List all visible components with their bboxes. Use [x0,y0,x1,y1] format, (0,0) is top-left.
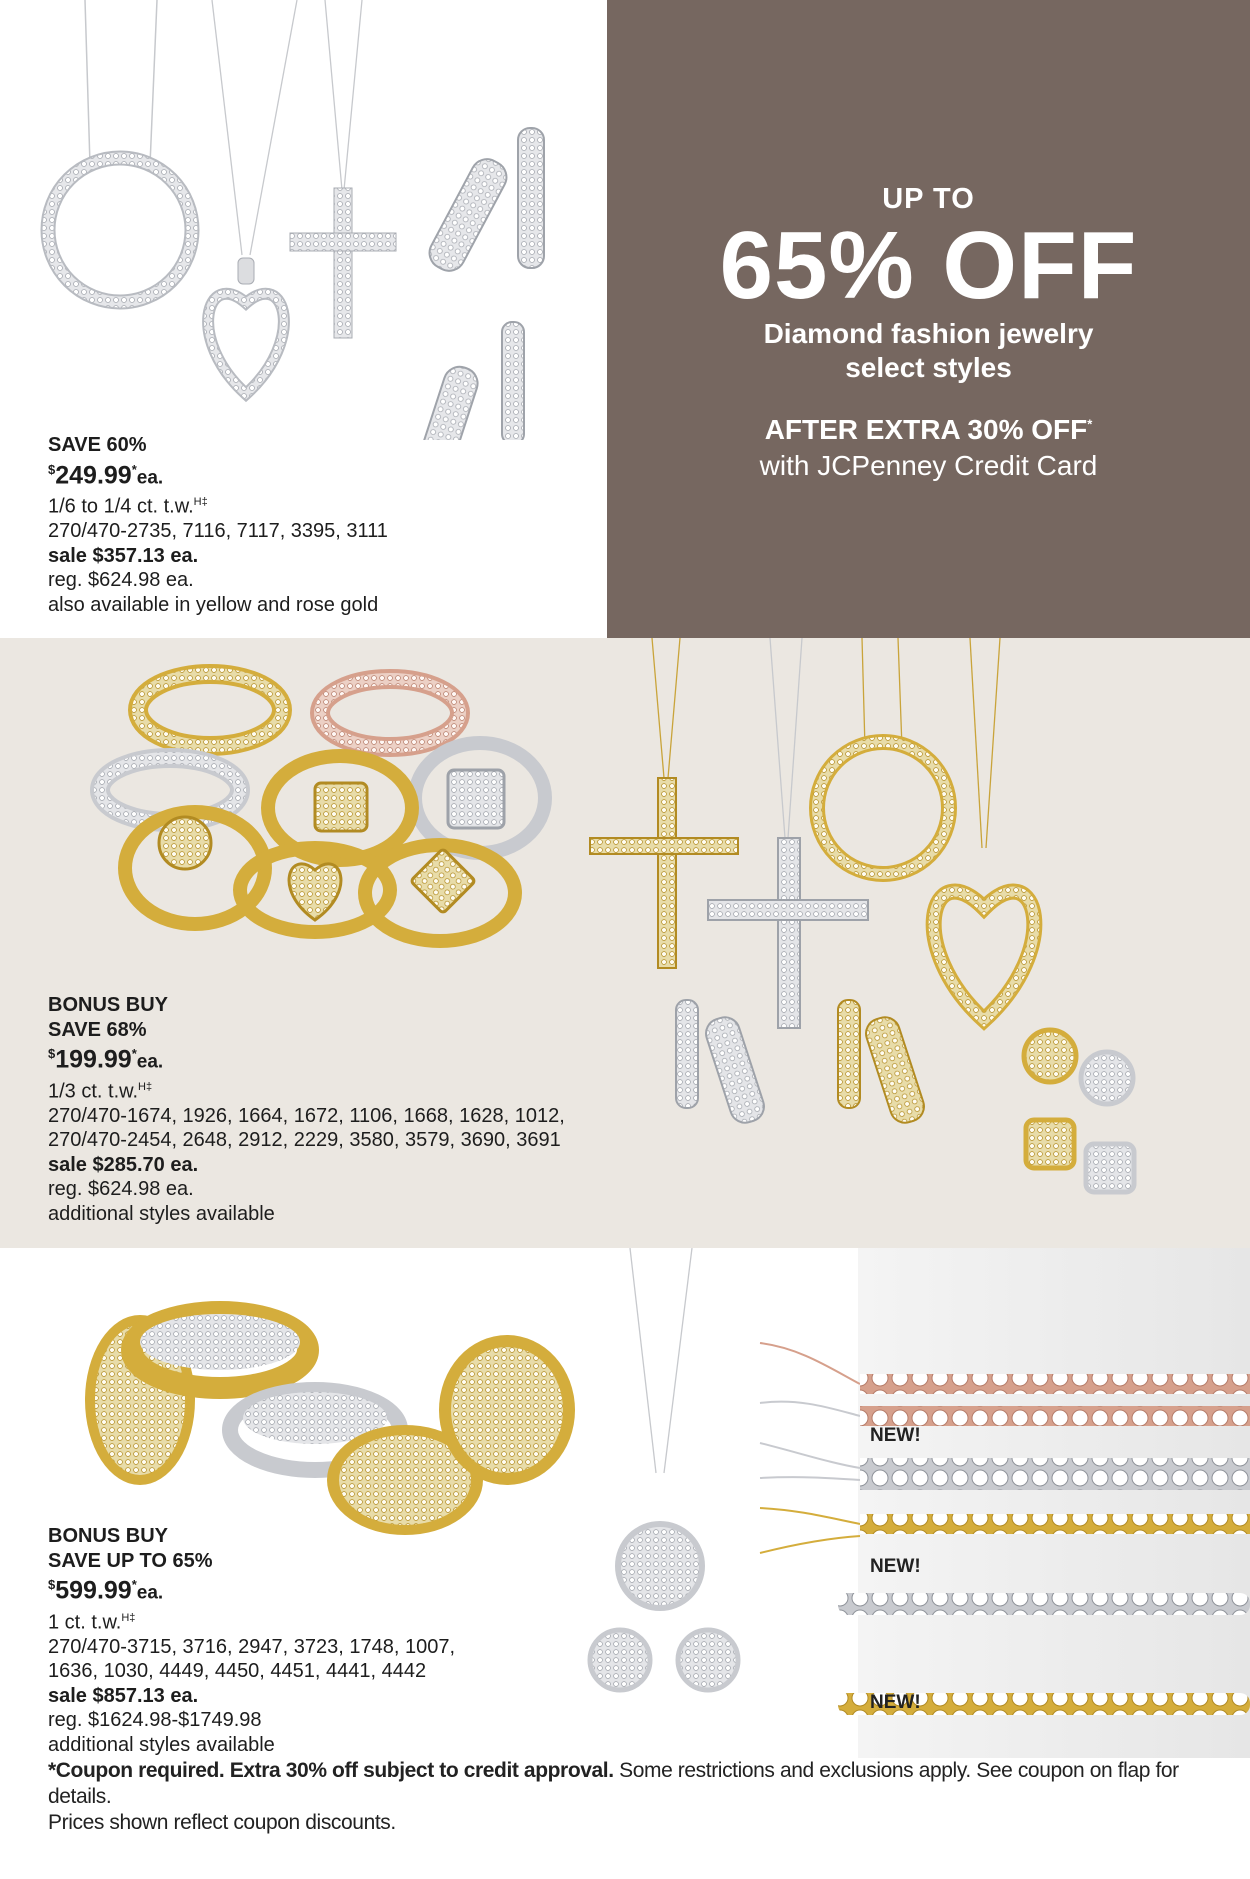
section-top [0,0,1250,638]
sku-list-1: 270/470-3715, 3716, 2947, 3723, 1748, 1007, [48,1635,456,1658]
sku-list-1: 270/470-1674, 1926, 1664, 1672, 1106, 1668, 1628, 1012, [48,1104,565,1127]
regular-price: reg. $624.98 ea. [48,569,194,592]
sku-list-2: 270/470-2454, 2648, 2912, 2229, 3580, 3579, 3690, 3691 [48,1129,561,1152]
availability-note: also available in yellow and rose gold [48,593,379,616]
bonus-buy-label: BONUS BUY [48,1525,169,1547]
new-badge: NEW! [870,1425,921,1446]
carat-weight: 1/3 ct. t.w.$^{H\ddagger}$ [48,1080,153,1103]
promo-line-3: AFTER EXTRA 30% OFF* [764,414,1093,445]
offer-block-necklaces [48,433,388,617]
sale-price: sale $857.13 ea. [48,1684,199,1707]
promo-line-1: Diamond fashion jewelry [763,318,1094,349]
necklace-circle-icon [618,1248,702,1608]
save-label: SAVE 68% [48,1018,147,1041]
promo-line-4: with JCPenney Credit Card [759,450,1098,481]
regular-price: reg. $624.98 ea. [48,1178,194,1201]
necklace-circle-icon [817,638,949,874]
promo-line-2: select styles [845,352,1012,383]
price: $599.99*ea. [48,1576,164,1605]
bracelets-photo [750,1328,1250,1768]
carat-weight: 1 ct. t.w.$^{H\ddagger}$ [48,1611,136,1634]
section-bottom [0,1248,1250,1768]
stud-earrings-icon [590,1630,738,1690]
save-label: SAVE UP TO 65% [48,1549,213,1572]
new-badge: NEW! [870,1692,921,1713]
bracelet-icon [760,1343,1250,1715]
disclaimer-line-1 [48,1758,1208,1810]
rings-cluster-icon [100,674,545,941]
sku-list: 270/470-2735, 7116, 7117, 3395, 3111 [48,520,388,543]
necklace-circle-icon [48,0,192,302]
disclaimer-bold: *Coupon required. Extra 30% off subject to credit approval. [48,1759,614,1782]
offer-block-bold-jewelry [48,1524,455,1757]
bonus-buy-label: BONUS BUY [48,994,169,1016]
save-label: SAVE 60% [48,434,147,456]
promo-headline: 65% OFF [719,212,1138,319]
promo-panel [607,0,1250,638]
disclaimer-rest: Some restrictions and exclusions apply. See coupon on flap for details. [48,1759,1179,1808]
top-jewelry-photo [0,0,600,440]
necklace-cross-icon [708,638,868,1028]
price: $249.99*ea. [48,460,164,489]
availability-note: additional styles available [48,1733,275,1756]
availability-note: additional styles available [48,1202,275,1225]
new-badge: NEW! [870,1556,921,1577]
stud-earrings-icon [1024,1030,1134,1192]
hoop-earrings-icon [412,128,544,440]
necklace-cross-icon [290,0,396,338]
sale-price: sale $285.70 ea. [48,1153,199,1176]
disclaimer [48,1758,1208,1836]
promo-up-to: UP TO [882,183,975,215]
rings-cluster-icon [85,1312,575,1535]
disclaimer-line-2: Prices shown reflect coupon discounts. [48,1811,396,1834]
section-middle [0,638,1250,1248]
price: $199.99*ea. [48,1045,164,1074]
regular-price: reg. $1624.98-$1749.98 [48,1709,262,1732]
necklace-heart-icon [208,0,297,394]
pendants-earrings-photo [580,638,1140,1238]
offer-block-rings-pendants [48,993,565,1226]
hoop-earrings-icon [676,1000,928,1127]
sku-list-2: 1636, 1030, 4449, 4450, 4451, 4441, 4442 [48,1660,427,1683]
carat-weight: 1/6 to 1/4 ct. t.w.$^{H\ddagger}$ [48,495,208,518]
sale-price: sale $357.13 ea. [48,544,199,567]
